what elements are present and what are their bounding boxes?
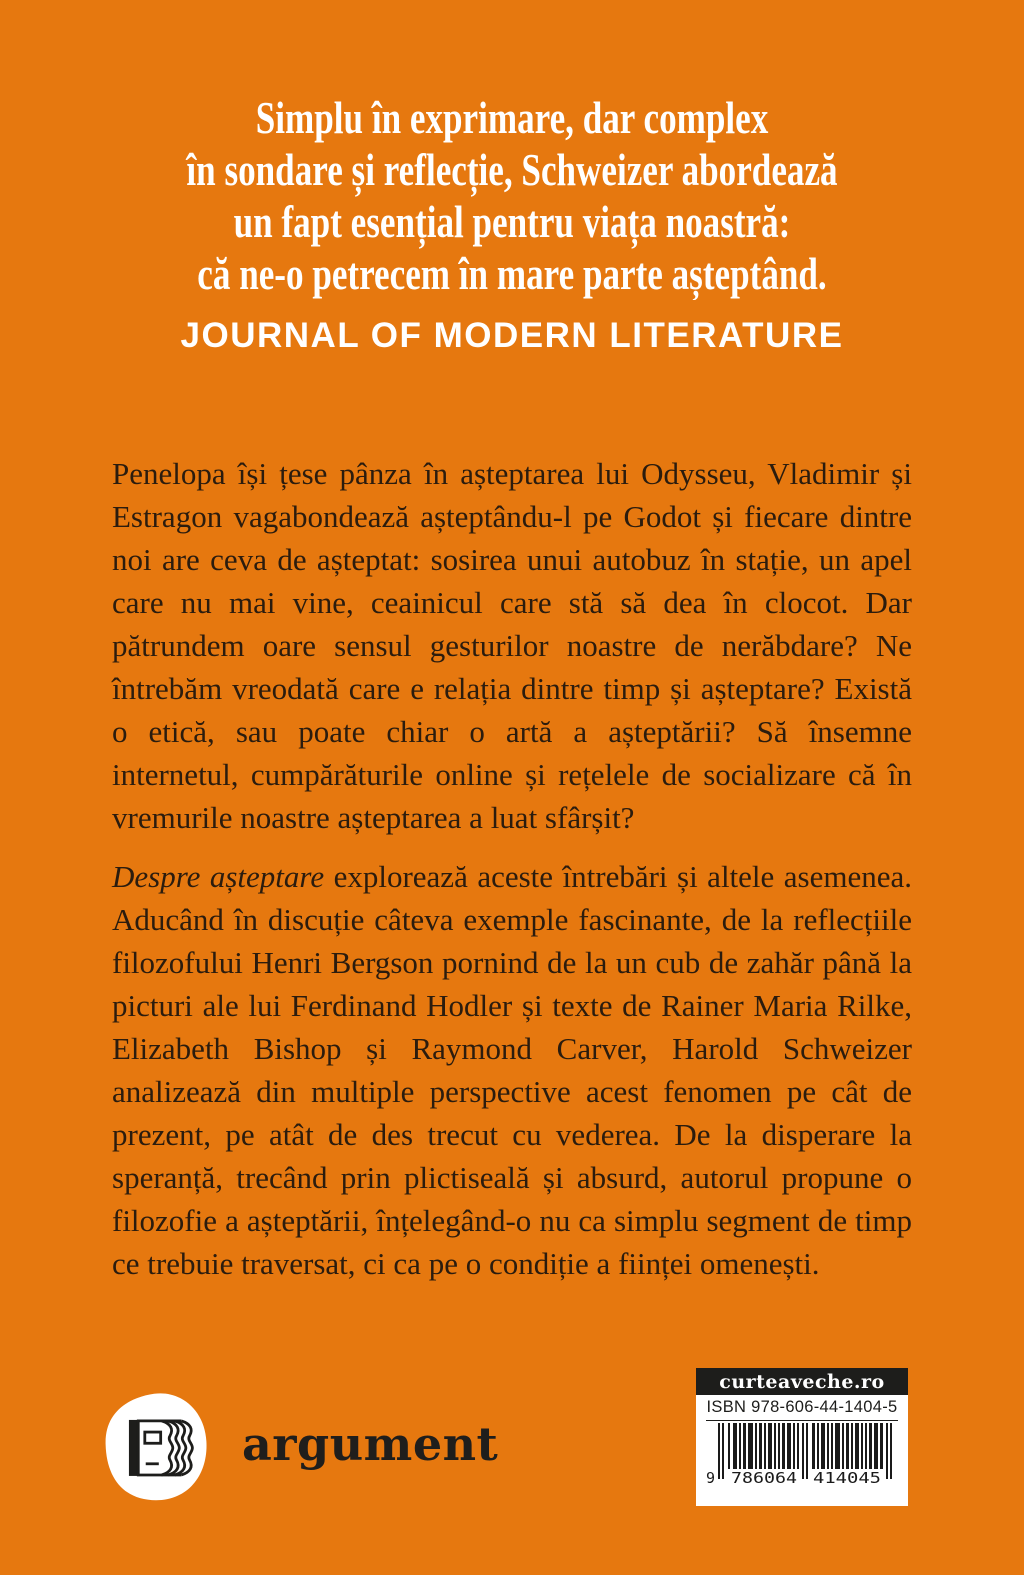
quote-line: un fapt esențial pentru viața noastră:: [233, 197, 791, 247]
publisher-website: curteaveche.ro: [696, 1368, 908, 1395]
quote-line: că ne-o petrecem în mare parte așteptând.: [197, 249, 827, 299]
review-quote-lines: [113, 92, 912, 300]
book-title-italic: Despre așteptare: [112, 859, 325, 894]
ean-barcode: [706, 1423, 898, 1487]
publisher-book-logo-icon: [100, 1388, 212, 1506]
quote-line: Simplu în exprimare, dar complex: [255, 93, 769, 143]
review-quote-block: [0, 92, 1024, 356]
barcode-panel: [696, 1368, 908, 1506]
quote-attribution: JOURNAL OF MODERN LITERATURE: [180, 316, 844, 355]
synopsis: [112, 452, 912, 1285]
isbn-divider: [706, 1420, 898, 1421]
synopsis-paragraph-2-text: explorează aceste întrebări și altele asemenea. Aducând în discuție câteva exemple fascinante, de la reflecțiile filozofului Henri Bergson pornind de la un cub de zahăr până la picturi ale lui Ferdinand Hodler și texte de Rainer Maria Rilke, Elizabeth Bishop și Raymond Carver, Harold Schweizer analizează din multiple perspective acest fenomen pe cât de prezent, pe atât de des trecut cu vederea. De la disperare la speranță, trecând prin plictiseală și absurd, autorul propune o filozofie a așteptării, înțelegând-o nu ca simplu segment de timp ce trebuie traversat, ci ca pe o condiție a ființei omenești.: [112, 859, 913, 1281]
isbn-label: ISBN 978-606-44-1404-5: [706, 1398, 898, 1416]
barcode-digits-group2: 414045: [813, 1469, 881, 1487]
synopsis-paragraph-2: [112, 855, 912, 1285]
quote-line: în sondare și reflecție, Schweizer abordează: [186, 145, 838, 195]
publisher-block: [100, 1388, 498, 1506]
synopsis-paragraph-1: Penelopa își țese pânza în așteptarea lui Odysseu, Vladimir și Estragon vagabondează așteptându-l pe Godot și fiecare dintre noi are ceva de așteptat: sosirea unui autobuz în stație, un apel care nu mai vine, ceainicul care stă să dea în clocot. Dar pătrundem oare sensul gesturilor noastre de nerăbdare? Ne întrebăm vreodată care e relația dintre timp și așteptare? Există o etică, sau poate chiar o artă a așteptării? Să însemne internetul, cumpărăturile online și rețelele de socializare că în vremurile noastre așteptarea a luat sfârșit?: [112, 456, 912, 835]
publisher-name: argument: [242, 1417, 499, 1471]
barcode-digit-left: 9: [706, 1469, 716, 1487]
barcode-digits-group1: 786064: [731, 1469, 797, 1487]
